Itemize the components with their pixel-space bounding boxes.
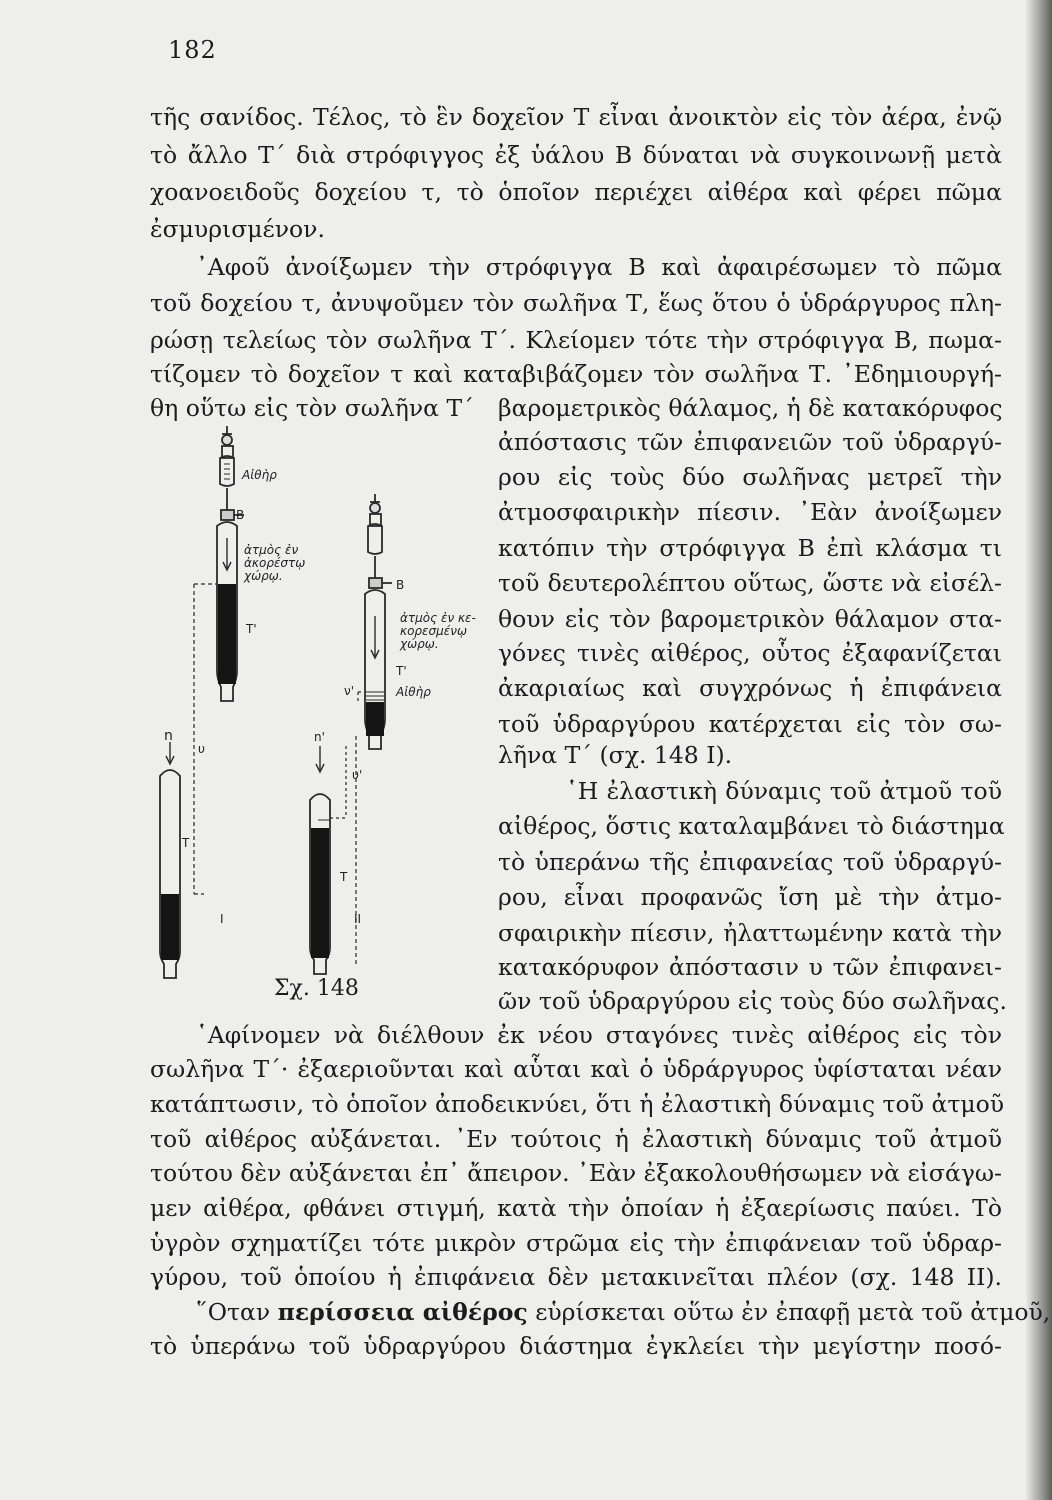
right-column-line-6: θουν εἰς τὸν βαρομετρικὸν θάλαμον στα- bbox=[498, 605, 1002, 633]
label-tube-T-1: Τ bbox=[182, 836, 190, 850]
label-level-n-1: n bbox=[164, 728, 173, 744]
paragraph-3-line-4: ρου, εἶναι προφανῶς ἴση μὲ τὴν ἀτμο- bbox=[498, 883, 1002, 911]
label-level-n-2: n' bbox=[314, 730, 325, 744]
right-column-line-3: ἀτμοσφαιρικὴν πίεσιν. ᾿Εὰν ἀνοίξωμεν bbox=[498, 498, 1002, 526]
paragraph-5-line-1 bbox=[196, 1297, 1051, 1327]
label-vapor-saturated: ἀτμὸς ἐν κε- κορεσμένῳ χώρῳ. bbox=[400, 611, 476, 651]
right-column-line-9: τοῦ ὑδραργύρου κατέρχεται εἰς τὸν σω- bbox=[498, 710, 1002, 738]
label-roman-II: II bbox=[354, 912, 362, 926]
paragraph-4-line-4: τοῦ αἰθέρος αὐξάνεται. ᾿Εν τούτοις ἡ ἐλαστικὴ δύναμις τοῦ ἀτμοῦ bbox=[150, 1125, 1002, 1153]
paragraph-1-line-2: τὸ ἄλλο Τ΄ διὰ στρόφιγγος ἐξ ὑάλου Β δύναται νὰ συγκοινωνῇ μετὰ bbox=[150, 141, 1002, 169]
paragraph-2-line-5-left: θη οὕτω εἰς τὸν σωλῆνα Τ΄ bbox=[150, 394, 474, 422]
paragraph-4-line-6: μεν αἰθέρα, φθάνει στιγμή, κατὰ τὴν ὁποίαν ἡ ἐξαερίωσις παύει. Τὸ bbox=[150, 1194, 1002, 1222]
label-distance-v-1: υ bbox=[198, 742, 205, 756]
right-column-line-8: ἀκαριαίως καὶ συγχρόνως ἡ ἐπιφάνεια bbox=[498, 674, 1002, 702]
paragraph-2-line-5-right: βαρομετρικὸς θάλαμος, ἡ δὲ κατακόρυφος bbox=[498, 394, 1003, 422]
paragraph-1-line-4: ἐσμυρισμένον. bbox=[150, 215, 325, 243]
paragraph-2-line-1: ᾿Αφοῦ ἀνοίξωμεν τὴν στρόφιγγα Β καὶ ἀφαιρέσωμεν τὸ πῶμα bbox=[196, 253, 1002, 281]
paragraph-5-bold-term: περίσσεια αἰθέρος bbox=[277, 1298, 528, 1326]
right-column-line-1: ἀπόστασις τῶν ἐπιφανειῶν τοῦ ὑδραργύ- bbox=[498, 428, 1002, 456]
right-column-line-5: τοῦ δευτερολέπτου οὕτως, ὥστε νὰ εἰσέλ- bbox=[498, 569, 1002, 597]
figure-148 bbox=[150, 416, 490, 1006]
paragraph-4-line-7: ὑγρὸν σχηματίζει τότε μικρὸν στρῶμα εἰς τὴν ἐπιφάνειαν τοῦ ὑδραρ- bbox=[150, 1229, 1002, 1257]
paragraph-3-line-5: σφαιρικὴν πίεσιν, ἠλαττωμένην κατὰ τὴν bbox=[498, 919, 1002, 947]
label-tube-T-prime-2: Τ' bbox=[396, 664, 407, 678]
label-stopcock-B-2: B bbox=[396, 578, 405, 592]
paragraph-4-line-5: τούτου δὲν αὐξάνεται ἐπ᾿ ἄπειρον. ᾿Εὰν ἐξακολουθήσωμεν νὰ εἰσάγω- bbox=[150, 1159, 1002, 1187]
paragraph-4-line-3: κατάπτωσιν, τὸ ὁποῖον ἀποδεικνύει, ὅτι ἡ ἐλαστικὴ δύναμις τοῦ ἀτμοῦ bbox=[150, 1090, 1005, 1118]
label-ether-2: Αἰθὴρ bbox=[396, 685, 431, 699]
paragraph-3-line-6: κατακόρυφον ἀπόστασιν υ τῶν ἐπιφανει- bbox=[498, 953, 1002, 981]
paragraph-3-line-3: τὸ ὑπεράνω τῆς ἐπιφανείας τοῦ ὑδραργύ- bbox=[498, 848, 1002, 876]
paragraph-2-line-2: τοῦ δοχείου τ, ἀνυψοῦμεν τὸν σωλῆνα Τ, ἕως ὅτου ὁ ὑδράργυρος πλη- bbox=[150, 289, 1002, 317]
paragraph-4-line-2: σωλῆνα Τ΄· ἐξαεριοῦνται καὶ αὗται καὶ ὁ ὑδράργυρος ὑφίσταται νέαν bbox=[150, 1055, 1002, 1083]
label-distance-v-3: ν' bbox=[344, 684, 355, 698]
label-distance-v-2: υ' bbox=[352, 768, 363, 782]
paragraph-5-line-2: τὸ ὑπεράνω τοῦ ὑδραργύρου διάστημα ἐγκλείει τὴν μεγίστην ποσό- bbox=[150, 1332, 1002, 1360]
label-tube-T-2: Τ bbox=[340, 870, 348, 884]
paragraph-2-line-3: ρώσῃ τελείως τὸν σωλῆνα Τ΄. Κλείομεν τότε τὴν στρόφιγγα Β, πωμα- bbox=[150, 326, 1002, 354]
right-column-line-2: ρου εἰς τοὺς δύο σωλῆνας μετρεῖ τὴν bbox=[498, 463, 1002, 491]
right-column-line-4: κατόπιν τὴν στρόφιγγα Β ἐπὶ κλάσμα τι bbox=[498, 534, 1002, 562]
paragraph-3-line-7: ῶν τοῦ ὑδραργύρου εἰς τοὺς δύο σωλῆνας. bbox=[498, 987, 1007, 1015]
paragraph-3-line-1: ῾Η ἐλαστικὴ δύναμις τοῦ ἀτμοῦ τοῦ bbox=[566, 777, 1002, 805]
figure-drawing bbox=[150, 416, 490, 986]
paragraph-3-line-2: αἰθέρος, ὅστις καταλαμβάνει τὸ διάστημα bbox=[498, 812, 1005, 840]
paragraph-1-line-1: τῆς σανίδος. Τέλος, τὸ ἓν δοχεῖον Τ εἶναι ἀνοικτὸν εἰς τὸν ἀέρα, ἐνῷ bbox=[150, 103, 1002, 131]
figure-caption: Σχ. 148 bbox=[274, 976, 359, 1001]
page-number: 182 bbox=[168, 36, 217, 64]
paragraph-1-line-3: χοανοειδοῦς δοχείου τ, τὸ ὁποῖον περιέχει αἰθέρα καὶ φέρει πῶμα bbox=[150, 178, 1002, 206]
paragraph-5-rest: εὑρίσκεται οὕτω ἐν ἐπαφῇ μετὰ τοῦ ἀτμοῦ, bbox=[527, 1298, 1051, 1326]
paragraph-5-start: ῞Οταν bbox=[196, 1298, 278, 1326]
label-tube-T-prime-1: Τ' bbox=[246, 622, 257, 636]
page-binding-shadow bbox=[1026, 0, 1052, 1500]
right-column-line-10: λῆνα Τ΄ (σχ. 148 Ι). bbox=[498, 741, 733, 769]
paragraph-4-line-8: γύρου, τοῦ ὁποίου ἡ ἐπιφάνεια δὲν μετακινεῖται πλέον (σχ. 148 ΙΙ). bbox=[150, 1263, 1002, 1291]
label-stopcock-B-1: B bbox=[236, 508, 245, 522]
label-vapor-unsaturated: ἀτμὸς ἐν ἀκορέστῳ χώρῳ. bbox=[244, 543, 306, 583]
label-roman-I: I bbox=[220, 912, 224, 926]
paragraph-2-line-4: τίζομεν τὸ δοχεῖον τ καὶ καταβιβάζομεν τὸν σωλῆνα Τ. ᾿Εδημιουργή- bbox=[150, 360, 1002, 388]
paragraph-4-line-1: ῾Αφίνομεν νὰ διέλθουν ἐκ νέου σταγόνες τινὲς αἰθέρος εἰς τὸν bbox=[196, 1021, 1002, 1049]
label-ether-1: Αἰθὴρ bbox=[242, 468, 277, 482]
right-column-line-7: γόνες τινὲς αἰθέρος, οὗτος ἐξαφανίζεται bbox=[498, 639, 1002, 667]
